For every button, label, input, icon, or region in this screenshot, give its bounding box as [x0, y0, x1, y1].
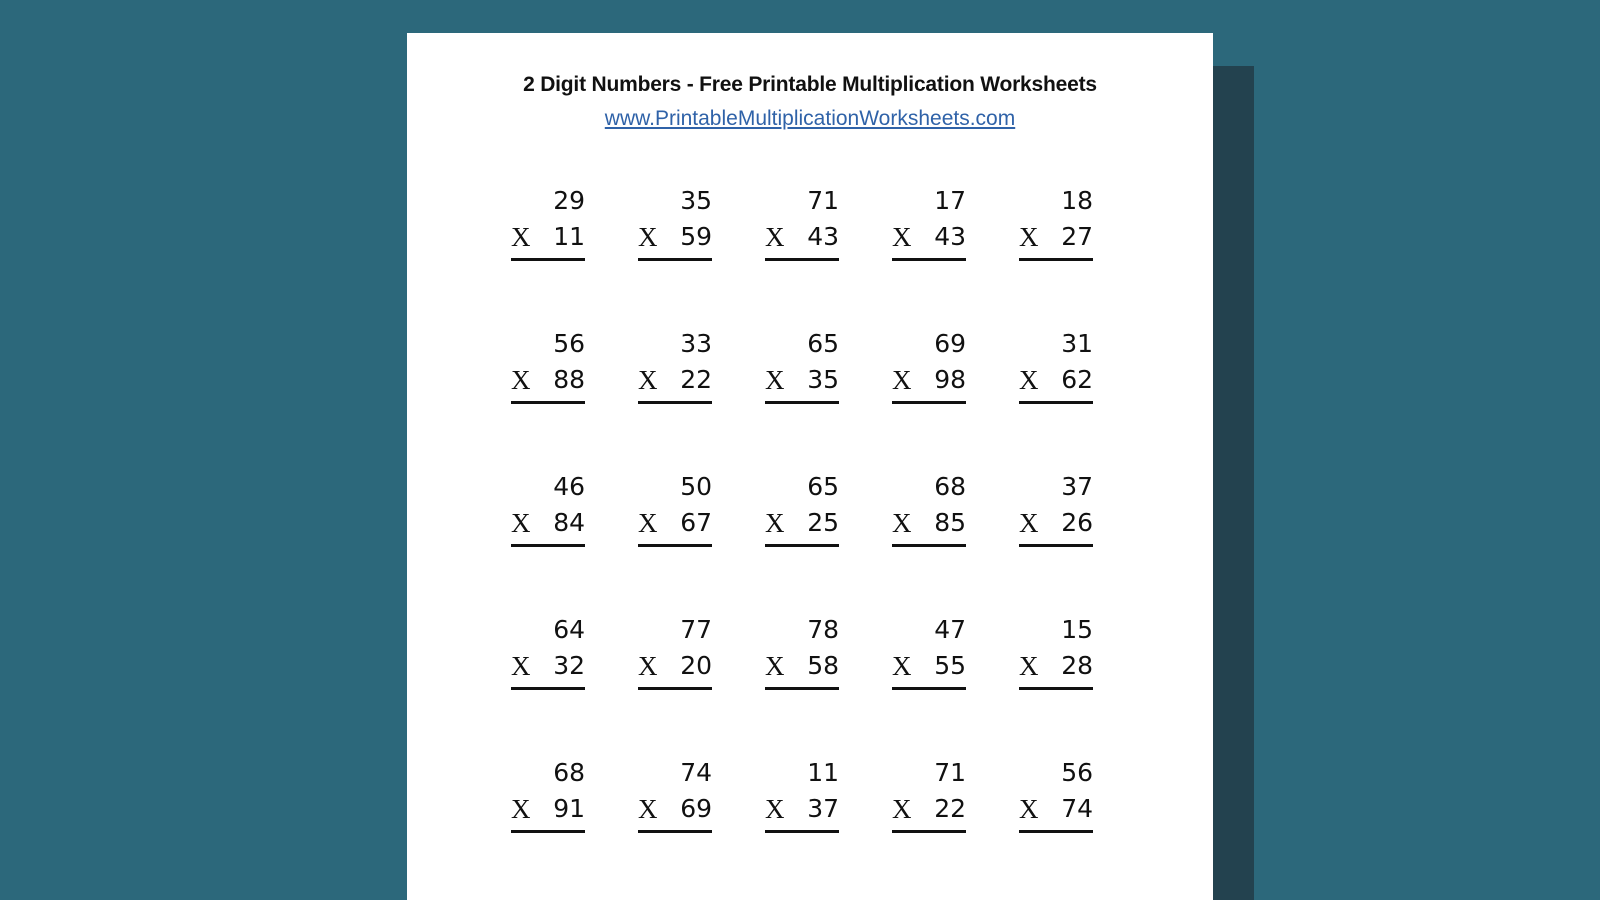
multiplicand: 56	[1061, 758, 1093, 787]
answer-line	[892, 401, 966, 404]
times-sign: X	[638, 365, 658, 395]
worksheet-page	[407, 33, 1213, 900]
times-sign: X	[511, 508, 531, 538]
multiplication-problem	[1019, 329, 1093, 410]
answer-line	[892, 687, 966, 690]
answer-line	[765, 401, 839, 404]
multiplier: 28	[1061, 651, 1093, 680]
multiplier: 43	[934, 222, 966, 251]
multiplication-problem	[765, 758, 839, 839]
answer-line	[511, 830, 585, 833]
times-sign: X	[638, 651, 658, 681]
multiplication-problem	[638, 758, 712, 839]
website-link[interactable]: www.PrintableMultiplicationWorksheets.com	[604, 107, 1016, 130]
multiplicand: 35	[680, 186, 712, 215]
answer-line	[511, 258, 585, 261]
multiplicand: 65	[807, 329, 839, 358]
multiplier: 59	[680, 222, 712, 251]
multiplicand: 46	[553, 472, 585, 501]
multiplicand: 56	[553, 329, 585, 358]
multiplier: 98	[934, 365, 966, 394]
answer-line	[892, 544, 966, 547]
times-sign: X	[765, 365, 785, 395]
times-sign: X	[765, 651, 785, 681]
multiplier: 67	[680, 508, 712, 537]
multiplier: 69	[680, 794, 712, 823]
worksheet-title: 2 Digit Numbers - Free Printable Multiplication Worksheets	[523, 73, 1097, 96]
multiplication-problem	[892, 472, 966, 553]
times-sign: X	[1019, 365, 1039, 395]
multiplication-problem	[511, 615, 585, 696]
multiplication-problem	[638, 472, 712, 553]
multiplication-problem	[765, 186, 839, 267]
multiplier: 27	[1061, 222, 1093, 251]
multiplication-problem	[1019, 615, 1093, 696]
times-sign: X	[511, 222, 531, 252]
multiplier: 43	[807, 222, 839, 251]
multiplicand: 71	[807, 186, 839, 215]
multiplier: 11	[553, 222, 585, 251]
answer-line	[1019, 258, 1093, 261]
multiplier: 58	[807, 651, 839, 680]
times-sign: X	[638, 794, 658, 824]
times-sign: X	[638, 508, 658, 538]
answer-line	[638, 830, 712, 833]
multiplicand: 31	[1061, 329, 1093, 358]
multiplicand: 68	[553, 758, 585, 787]
multiplicand: 15	[1061, 615, 1093, 644]
multiplicand: 11	[807, 758, 839, 787]
times-sign: X	[1019, 508, 1039, 538]
answer-line	[765, 687, 839, 690]
multiplication-problem	[892, 186, 966, 267]
problems-grid	[511, 186, 1091, 839]
multiplicand: 78	[807, 615, 839, 644]
multiplier: 74	[1061, 794, 1093, 823]
times-sign: X	[892, 794, 912, 824]
multiplication-problem	[1019, 186, 1093, 267]
answer-line	[638, 401, 712, 404]
multiplication-problem	[1019, 472, 1093, 553]
times-sign: X	[1019, 222, 1039, 252]
times-sign: X	[1019, 794, 1039, 824]
times-sign: X	[511, 794, 531, 824]
multiplier: 20	[680, 651, 712, 680]
multiplicand: 33	[680, 329, 712, 358]
multiplicand: 50	[680, 472, 712, 501]
times-sign: X	[892, 222, 912, 252]
multiplicand: 71	[934, 758, 966, 787]
answer-line	[638, 544, 712, 547]
multiplier: 85	[934, 508, 966, 537]
answer-line	[765, 258, 839, 261]
answer-line	[892, 830, 966, 833]
multiplication-problem	[511, 186, 585, 267]
answer-line	[765, 830, 839, 833]
times-sign: X	[1019, 651, 1039, 681]
multiplication-problem	[638, 615, 712, 696]
multiplicand: 68	[934, 472, 966, 501]
multiplier: 37	[807, 794, 839, 823]
multiplicand: 77	[680, 615, 712, 644]
multiplier: 88	[553, 365, 585, 394]
multiplication-problem	[765, 329, 839, 410]
times-sign: X	[765, 222, 785, 252]
multiplicand: 64	[553, 615, 585, 644]
multiplicand: 65	[807, 472, 839, 501]
answer-line	[765, 544, 839, 547]
answer-line	[638, 687, 712, 690]
times-sign: X	[892, 651, 912, 681]
multiplier: 55	[934, 651, 966, 680]
answer-line	[1019, 544, 1093, 547]
multiplicand: 37	[1061, 472, 1093, 501]
multiplier: 22	[934, 794, 966, 823]
multiplication-problem	[511, 329, 585, 410]
multiplicand: 74	[680, 758, 712, 787]
answer-line	[1019, 830, 1093, 833]
times-sign: X	[511, 651, 531, 681]
page-shadow	[1212, 66, 1254, 900]
answer-line	[1019, 687, 1093, 690]
answer-line	[638, 258, 712, 261]
multiplier: 26	[1061, 508, 1093, 537]
answer-line	[511, 687, 585, 690]
multiplication-problem	[892, 329, 966, 410]
answer-line	[1019, 401, 1093, 404]
multiplication-problem	[892, 615, 966, 696]
multiplication-problem	[638, 186, 712, 267]
times-sign: X	[638, 222, 658, 252]
multiplication-problem	[511, 758, 585, 839]
multiplier: 32	[553, 651, 585, 680]
multiplication-problem	[1019, 758, 1093, 839]
multiplicand: 69	[934, 329, 966, 358]
multiplication-problem	[892, 758, 966, 839]
times-sign: X	[892, 365, 912, 395]
times-sign: X	[511, 365, 531, 395]
multiplier: 22	[680, 365, 712, 394]
answer-line	[511, 401, 585, 404]
multiplier: 62	[1061, 365, 1093, 394]
multiplicand: 47	[934, 615, 966, 644]
times-sign: X	[892, 508, 912, 538]
multiplication-problem	[638, 329, 712, 410]
multiplication-problem	[511, 472, 585, 553]
multiplicand: 29	[553, 186, 585, 215]
times-sign: X	[765, 794, 785, 824]
multiplier: 91	[553, 794, 585, 823]
times-sign: X	[765, 508, 785, 538]
multiplicand: 18	[1061, 186, 1093, 215]
multiplicand: 17	[934, 186, 966, 215]
multiplier: 84	[553, 508, 585, 537]
multiplier: 35	[807, 365, 839, 394]
answer-line	[892, 258, 966, 261]
multiplication-problem	[765, 615, 839, 696]
answer-line	[511, 544, 585, 547]
multiplier: 25	[807, 508, 839, 537]
multiplication-problem	[765, 472, 839, 553]
